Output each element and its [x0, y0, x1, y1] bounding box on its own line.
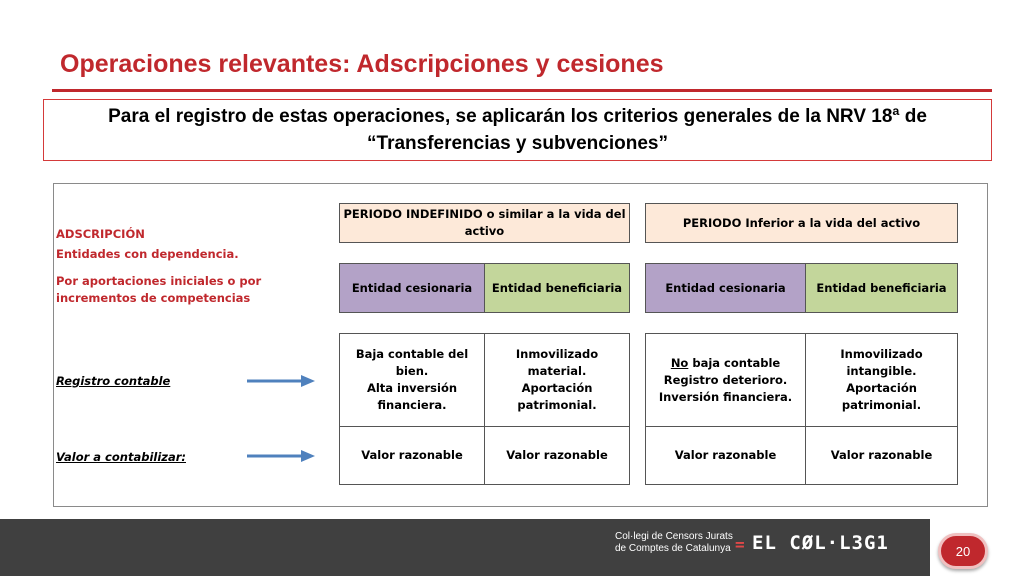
label-valor-contabilizar: Valor a contabilizar: — [56, 450, 186, 464]
valor-cesionaria-inferior: Valor razonable — [645, 426, 806, 485]
college-logo: EL CØL·L3G1 — [752, 532, 889, 554]
arrow-right-icon — [245, 448, 317, 464]
cesionaria-inferior: Entidad cesionaria — [645, 263, 806, 313]
rule-line-1: Para el registro de estas operaciones, se aplicarán los criterios generales de la NRV 18ª de — [108, 106, 927, 127]
org-line-1: Col·legi de Censors Jurats — [615, 531, 733, 542]
registro-line — [671, 355, 780, 372]
registro-cesionaria-inferior — [645, 333, 806, 427]
label-aportaciones-2: incrementos de competencias — [56, 291, 251, 305]
header-periodo-indefinido — [339, 203, 630, 243]
header-periodo-indefinido-line2: activo — [464, 224, 505, 238]
valor-beneficiaria-inferior: Valor razonable — [805, 426, 958, 485]
label-registro-contable: Registro contable — [56, 374, 171, 388]
header-periodo-indefinido-line1: PERIODO INDEFINIDO o similar a la vida del — [343, 207, 626, 221]
org-line-2: de Comptes de Catalunya — [615, 543, 731, 554]
registro-cesionaria-indefinido — [339, 333, 485, 427]
registro-line: patrimonial. — [517, 398, 597, 412]
cesionaria-indefinido: Entidad cesionaria — [339, 263, 485, 313]
label-adscripcion: ADSCRIPCIÓN — [56, 227, 145, 241]
registro-line-rest: baja contable — [688, 355, 781, 370]
registro-line: Baja contable del bien. — [355, 347, 469, 378]
title-divider — [52, 89, 992, 92]
registro-line: Aportación — [521, 381, 593, 395]
valor-beneficiaria-indefinido: Valor razonable — [484, 426, 630, 485]
logo-equals-icon: = — [735, 535, 745, 554]
label-entidades: Entidades con dependencia. — [56, 247, 239, 261]
valor-cesionaria-indefinido: Valor razonable — [339, 426, 485, 485]
rule-line-2: “Transferencias y subvenciones” — [367, 133, 668, 154]
rule-callout — [43, 99, 992, 161]
registro-line: Inmovilizado intangible. — [840, 347, 923, 378]
registro-line: financiera. — [377, 398, 447, 412]
registro-line: Alta inversión — [366, 381, 458, 395]
arrow-right-icon — [245, 373, 317, 389]
registro-beneficiaria-inferior — [805, 333, 958, 427]
page-number-badge[interactable]: 20 — [938, 533, 988, 569]
registro-beneficiaria-indefinido — [484, 333, 630, 427]
org-name — [615, 531, 733, 555]
registro-line: Registro deterioro. — [663, 372, 788, 387]
no-emphasis: No — [670, 355, 689, 370]
beneficiaria-indefinido: Entidad beneficiaria — [484, 263, 630, 313]
slide-title: Operaciones relevantes: Adscripciones y cesiones — [60, 50, 664, 78]
beneficiaria-inferior: Entidad beneficiaria — [805, 263, 958, 313]
header-periodo-inferior: PERIODO Inferior a la vida del activo — [645, 203, 958, 243]
label-aportaciones-1: Por aportaciones iniciales o por — [56, 274, 262, 288]
registro-line: Aportación patrimonial. — [841, 381, 922, 412]
registro-line: Inversión financiera. — [658, 389, 793, 404]
registro-line: Inmovilizado material. — [515, 347, 599, 378]
